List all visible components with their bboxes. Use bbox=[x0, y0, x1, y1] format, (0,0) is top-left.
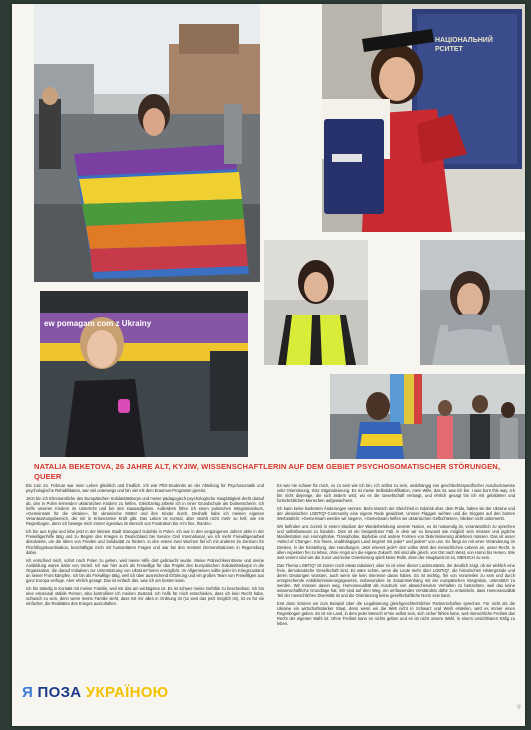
photo-banner-image bbox=[40, 291, 248, 457]
university-sign-text bbox=[435, 36, 520, 54]
article-headline: NATALIA BEKETOVA, 26 JAHRE ALT, KYJIW, WISSENSCHAFTLERIN AUF DEM GEBIET PSYCHOSOMATISCHER STÖRUNGEN, QUEER bbox=[34, 462, 501, 481]
footer-ukrainoyu: УКРАЇНОЮ bbox=[85, 684, 169, 701]
footer-poza: ПОЗА bbox=[33, 684, 86, 701]
photo-hood bbox=[420, 240, 525, 365]
left-paragraph-1: Bis zum 24. Februar war mein Leben glücklich und friedlich. Ich war PhD-Studentin an der Abteilung für Psychosomatik und psychologische Rehabilitation, war viel unterwegs und bin viel mit dem Erasmus-Programm gereist. bbox=[26, 483, 264, 494]
corner-logo-icon: ⓤ bbox=[517, 704, 521, 709]
footer-ya: Я bbox=[22, 684, 34, 701]
banner-text: ew pomagam com z Ukrainy bbox=[44, 319, 152, 328]
right-paragraph-1: Es war nie schwer für mich, so zu sein wie ich bin. Ich selbst zu sein, unabhängig von geschlechtsspezifischer Ausdrucksweise oder Orientierung, trotz Stigmatisierung. Es ist meine Selbstidentifikation, mein Wille, das ist, was ich bin. I was born this way. Ich bin nicht diejenige, die sich ändern wird, wo es die Gesellschaft verlangt, und ehrlich gesagt bin ich mit gebildeten und fortschrittlichen Menschen aufgewachsen. bbox=[277, 483, 515, 504]
sign-line-2: РСИТЕТ bbox=[435, 46, 463, 53]
magazine-page bbox=[12, 4, 525, 726]
photo-graduation bbox=[322, 4, 525, 232]
left-paragraph-5: Ich bin ständig in Kontakt mit meiner Familie, weil mir das am wichtigsten ist. Es ist schwer meine Gefühle zu beschreiben. Ich bin eine emotional stabile Person, also kontrolliere ich meinen Zustand. Ich helfe für mich entschieden, dass ich kein Recht habe, schwach zu sein, denn wenn meine Familie sieht, dass mit mir alles in Ordnung ist (so weit das jetzt möglich ist), ist es für sie einfacher, die Realitäten des Krieges auszuhalten. bbox=[26, 585, 264, 606]
right-paragraph-4: Das Thema LGBTIQ* ist immer noch etwas tabuisiert, aber es ist einer dieser Lackmustests, der deutlich zeigt, ob wir wirklich eine freie, demokratische Gesellschaft sind. Es wäre schön, wenn die Leute mehr über LGBTIQ*, die historischen Hintergründe und deren Deutungen wüssten, auch wenn sie kein Interesse daran haben. Es ist wichtig, frei von Vorurteilen zu sein und durch entsprechende Antidiskriminierungsgesetze, insbesondere im Zusammenhang mit der europäischen Integration, unterstützt zu werden. Wir müssen davon weg, Homosexualität als Ausdruck von abweichendem Verhalten zu betrachten, weil das keine wissenschaftliche Grundlage hat. Wir sind auf dem Weg, ein umfassendes Verständnis dafür zu entwickeln, dass Homosexualität Teil der menschlichen Diversität ist und die Orientierung keine gesellschaftliche Norm sein kann. bbox=[277, 562, 515, 598]
article-right-column bbox=[277, 483, 515, 629]
photo-pride-march-image bbox=[330, 374, 525, 459]
photo-banner bbox=[40, 291, 248, 457]
photo-hood-image bbox=[420, 240, 525, 365]
right-paragraph-3: Wir befinden uns zurzeit in einem Stadium der Wiederbelebung unserer Nation, es ist notwendig ist, verantwortlich zu sprechen und selbstbewusst zu handeln. Dies ist ein beispielloser Fall, in dem wir so bewusst wie möglich sein müssen und jegliche Manifestation von Homophobie, Transphobie, Biphobie und andere Formen von Diskriminierung ablehnen müssen. Das ist unser »Wind of Change«. Ein freies, unabhängiges Land beginnt mit jeder* und jedem* von uns. Es fängt an mit einer Veränderung im Denken, in der Einstellung, den Handlungen. Jetzt erkennt jede*r den vollen Wert des menschlichen Lebens an, unser Recht, in allen Aspekten frei zu leben, ohne Angst um die eigene Zukunft. Wir sind alle gleich, von Ost nach West, von Homo bis Hetero. Wie weit vereint sind wie die zuvor und keine Orientierung spielt keine Rolle, denn der Hauptwert ist es, MENSCH zu sein. bbox=[277, 524, 515, 560]
photo-flag-street-image bbox=[34, 4, 260, 282]
right-paragraph-2: Ich kann keine konkreten Änderungen nennen. Beim Marsch der Gleichheit in Gdańsk aber, dem Pride, haben sie der Ukraine und der ukrainischen LGBTIQ*-Community eine eigene Rede gewidmet. Unsere Flaggen wehten und die Slogans auf den bunten Werbetafeln: »Gemeinsam werden wir siegen«, »Gemeinsam helfen wir ukrainischen Geflüchteten«, blieben nicht unbemerkt. bbox=[277, 506, 515, 522]
photo-safety-vest bbox=[264, 240, 368, 365]
left-paragraph-3: Ich bin aus Kyjiw und lebe jetzt in der kleinen Stadt Starogard Gdański in Polen. Ich war in den vergangenen Jahren aktiv in der Freiwilligenhilfe tätig und zu Beginn des Krieges in Deutschland bei Service Civil International, wo ich mehr Freiwilligenarbeit absolvierte, um die Ideen von Frieden und Solidarität zu fördern. In den ersten zwei Wochen fiel ich mit anderen im Zentrum für Flüchtlingskoordination, beschäftigte mich mit humanitären Fragen und war bei den meisten Demonstrationen in Regensburg dabei. bbox=[26, 529, 264, 555]
magazine-footer-title bbox=[22, 684, 168, 701]
photo-safety-vest-image bbox=[264, 240, 368, 365]
photo-flag-street bbox=[34, 4, 260, 282]
sign-line-1: НАЦІОНАЛЬНИЙ bbox=[435, 37, 493, 44]
left-paragraph-2: Jetzt bin ich Ehrenamtliche des Europäischen Solidaritätskorps und meine pädagogisch-psychologische Hauptätigkeit dreht darauf ab, den in Polen lernenden ukrainischen Kindern zu helfen. Gleichzeitig arbeite ich in einer Grundschule als Dolmetscherin. Ich helfe unseren Kindern im Unterricht und bei den Hausaufgaben. Außerdem führe ich einen polnischen Integrationskurs, »Gemeinsam für die Ukraine«, für ukrainische Mütter und ihre Kinder durch. Deshalb habe ich meinen eigenen Verantwortungsbereich, der mir in Krisenzeiten Kraft gibt. Das Leben ist normal, aber strahlt nicht mehr so hell, wie ein Regenbogen, denn ich bewege mich immer irgendwo im Bereich von Frustration bis »I'm fine, thanks«. bbox=[26, 496, 264, 527]
photo-pride-march bbox=[330, 374, 525, 459]
right-paragraph-5: Erst dann können wir zum Beispiel über die Legalisierung gleichgeschlechtlicher Partnerschaften sprechen. Für nicht als die Ukraine ein wirtschaftsstarker Staat, denn wenn wir die Welt nicht in Schwarz und Weiß einteilen, wird es immer einen Regenbogen geben. Es ist ein Land, in dem jeder Mensch er*sie selbst sein, sich sicher fühlen kann, weil menschliche Freiheit das Recht der eigenen Wahl ist. Ohne Freiheit kann es nichts geben und es ist nicht unsere Wahl, in einem unsichtbaren Käfig zu leben. bbox=[277, 600, 515, 627]
left-paragraph-4: Ich entschied mich, sofort nach Polen zu gehen, weil meine Hilfe dort gebraucht wurde. Meine Polnischkenntnisse und meine Ausbildung waren dafür von Vorteil. Ich war hier auch als Freiwillige für das Projekt des Europäischen Solidaritätskorps in die Organisation, die darauf Initiativen zur Unterstützung von Ukrainer*innen ermöglicht. Im Allgemeinen sollte jeder im Kriegszustand an seiner Front kämpfen. Ich bin als Freiwillige tätig, weil ich über ausreichend Erfahrung und ein großes Team von Freiwilligen aus ganz Europa verfüge. Aber ehrlich gesagt: Das ist einfach das, was ich am besten kann. bbox=[26, 557, 264, 583]
article-left-column bbox=[26, 483, 264, 609]
